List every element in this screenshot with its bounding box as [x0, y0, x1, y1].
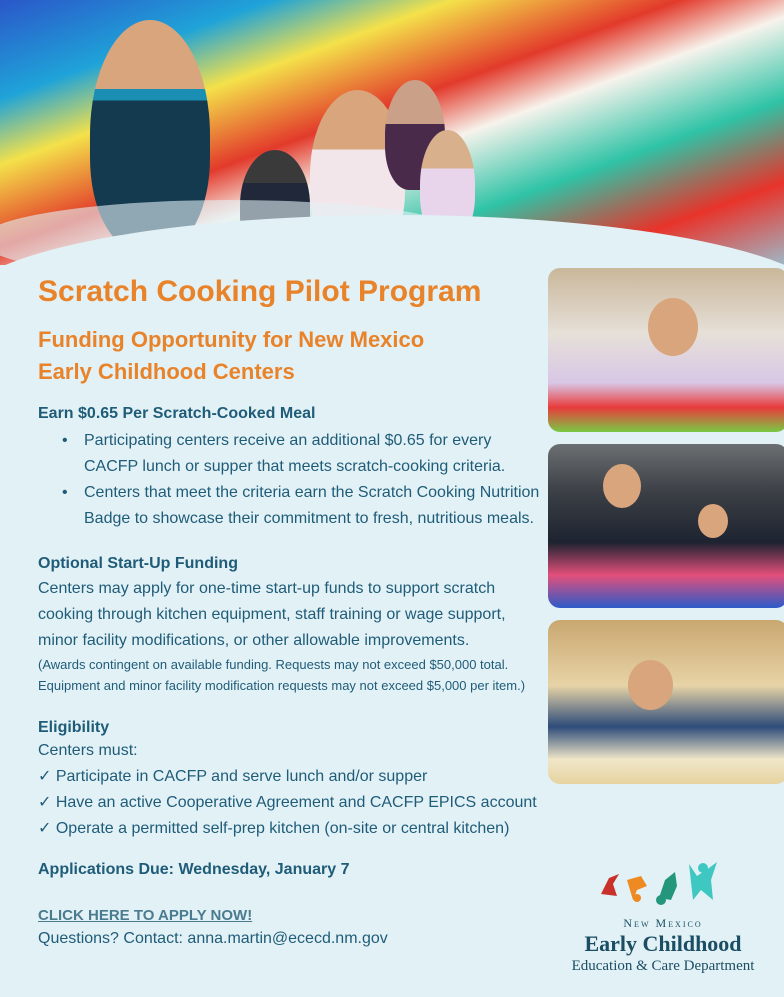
photo-boy-at-table: [548, 620, 784, 784]
ececd-logo: [552, 860, 774, 976]
photo-girl-eating: [548, 268, 784, 432]
eligibility-item: ✓ Have an active Cooperative Agreement and CACFP EPICS account: [38, 794, 537, 811]
eligibility-heading: Eligibility: [38, 719, 110, 736]
contact-text: Questions? Contact: anna.martin@ececd.nm.gov: [38, 930, 388, 947]
startup-body: Centers may apply for one-time start-up funds to support scratch cooking through kitchen equipment, staff training or wage support, minor facility modifications, or other allowable improvements.: [38, 580, 506, 649]
hero-photo-children-parachute: [0, 0, 784, 265]
subtitle: [38, 324, 544, 388]
logo-text: New Mexico: [623, 916, 703, 930]
bullet-item: • Participating centers receive an additional $0.65 for every CACFP lunch or supper that meets scratch-cooking criteria.: [38, 428, 544, 480]
earn-heading: Earn $0.65 Per Scratch-Cooked Meal: [38, 405, 316, 422]
logo-text: Education & Care Department: [571, 958, 755, 974]
subtitle-line: Early Childhood Centers: [38, 359, 295, 384]
eligibility-list: [38, 738, 544, 842]
page-title: Scratch Cooking Pilot Program: [38, 275, 482, 308]
startup-heading: Optional Start-Up Funding: [38, 555, 238, 572]
photo-cafeteria-children: [548, 444, 784, 608]
apply-now-link[interactable]: CLICK HERE TO APPLY NOW!: [38, 907, 253, 924]
main-content: [38, 274, 544, 952]
earn-bullets: [38, 428, 544, 532]
startup-note: (Awards contingent on available funding. Requests may not exceed $50,000 total. Equipment and minor facility modification requests may not exceed $5,000 per item.): [38, 657, 526, 693]
logo-figures-icon: [593, 860, 733, 906]
eligibility-item: ✓ Participate in CACFP and serve lunch and/or supper: [38, 768, 428, 785]
eligibility-item: ✓ Operate a permitted self-prep kitchen (on-site or central kitchen): [38, 820, 510, 837]
eligibility-intro: Centers must:: [38, 742, 138, 759]
logo-text: Early Childhood: [584, 931, 742, 956]
due-date: Applications Due: Wednesday, January 7: [38, 861, 350, 878]
subtitle-line: Funding Opportunity for New Mexico: [38, 327, 425, 352]
bullet-item: • Centers that meet the criteria earn the Scratch Cooking Nutrition Badge to showcase their commitment to fresh, nutritious meals.: [38, 480, 544, 532]
